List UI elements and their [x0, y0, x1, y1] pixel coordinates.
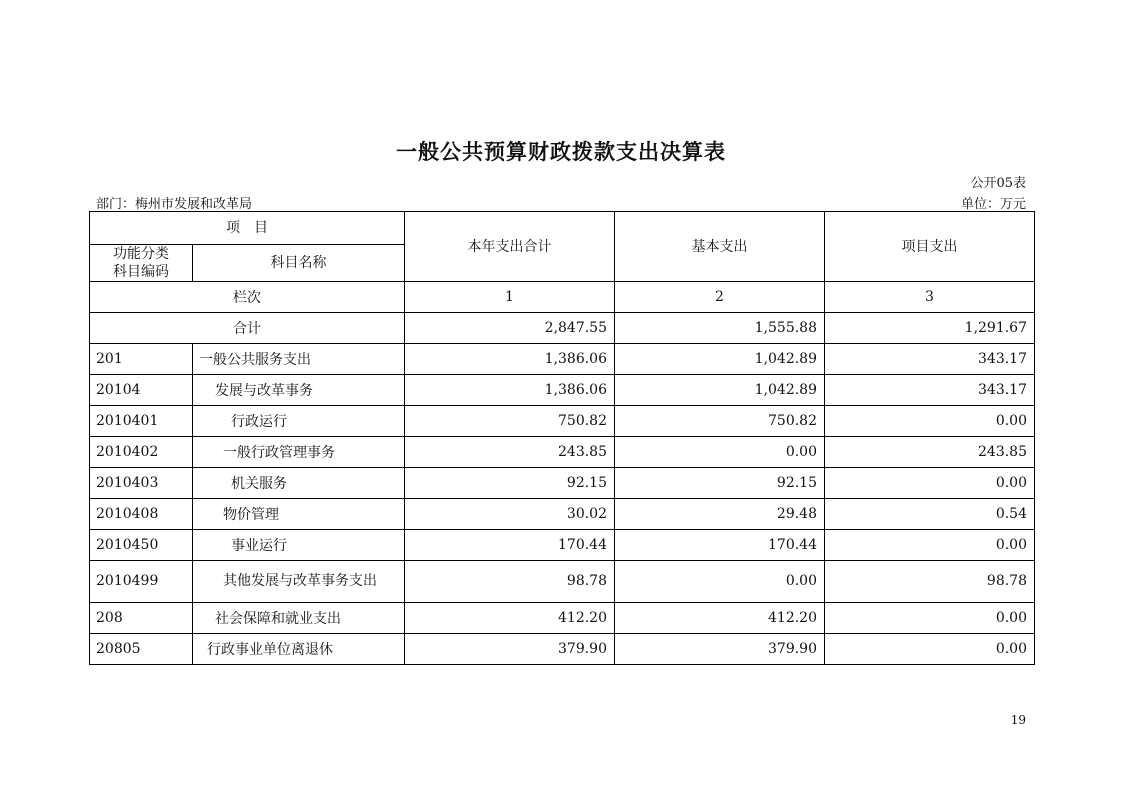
header-code: 功能分类 科目编码 — [90, 245, 193, 282]
row-cell: 0.00 — [615, 561, 825, 603]
row-name: 发展与改革事务 — [193, 375, 405, 406]
row-name: 一般公共服务支出 — [193, 344, 405, 375]
row-code: 2010401 — [90, 406, 193, 437]
row-code: 2010408 — [90, 499, 193, 530]
header-name: 科目名称 — [193, 245, 405, 282]
row-name: 行政事业单位离退休 — [193, 634, 405, 665]
row-cell: 98.78 — [825, 561, 1035, 603]
row-code: 208 — [90, 603, 193, 634]
row-cell: 379.90 — [405, 634, 615, 665]
row-name: 一般行政管理事务 — [193, 437, 405, 468]
row-cell: 1,386.06 — [405, 344, 615, 375]
column-index-label: 栏次 — [90, 282, 405, 313]
table-row — [90, 603, 1035, 634]
total-cell: 1,555.88 — [615, 313, 825, 344]
row-code: 2010450 — [90, 530, 193, 561]
row-cell: 343.17 — [825, 344, 1035, 375]
table-row — [90, 344, 1035, 375]
total-cell: 2,847.55 — [405, 313, 615, 344]
row-code: 20104 — [90, 375, 193, 406]
header-project-expenditure: 项目支出 — [825, 212, 1035, 282]
page-number: 19 — [1010, 713, 1026, 727]
row-code: 2010402 — [90, 437, 193, 468]
row-cell: 92.15 — [405, 468, 615, 499]
expenditure-table — [89, 211, 1035, 665]
column-index-row — [90, 282, 1035, 313]
total-cell: 1,291.67 — [825, 313, 1035, 344]
row-name: 行政运行 — [193, 406, 405, 437]
column-index-1: 1 — [405, 282, 615, 313]
row-name: 社会保障和就业支出 — [193, 603, 405, 634]
column-index-3: 3 — [825, 282, 1035, 313]
row-cell: 0.00 — [825, 406, 1035, 437]
row-cell: 243.85 — [405, 437, 615, 468]
table-row — [90, 406, 1035, 437]
table-row — [90, 437, 1035, 468]
column-index-2: 2 — [615, 282, 825, 313]
row-cell: 0.00 — [825, 530, 1035, 561]
header-basic-expenditure: 基本支出 — [615, 212, 825, 282]
table-row — [90, 468, 1035, 499]
row-cell: 750.82 — [405, 406, 615, 437]
row-cell: 30.02 — [405, 499, 615, 530]
table-row — [90, 634, 1035, 665]
row-cell: 243.85 — [825, 437, 1035, 468]
header-item: 项 目 — [90, 212, 405, 245]
row-cell: 0.00 — [825, 603, 1035, 634]
row-cell: 29.48 — [615, 499, 825, 530]
row-code: 2010403 — [90, 468, 193, 499]
page-title: 一般公共预算财政拨款支出决算表 — [396, 139, 726, 164]
department-label: 部门：梅州市发展和改革局 — [96, 197, 253, 212]
row-cell: 92.15 — [615, 468, 825, 499]
row-cell: 98.78 — [405, 561, 615, 603]
row-cell: 0.54 — [825, 499, 1035, 530]
total-label: 合计 — [90, 313, 405, 344]
row-cell: 750.82 — [615, 406, 825, 437]
row-name: 机关服务 — [193, 468, 405, 499]
row-cell: 0.00 — [825, 634, 1035, 665]
row-name: 其他发展与改革事务支出 — [193, 561, 405, 603]
table-row — [90, 375, 1035, 406]
row-cell: 412.20 — [615, 603, 825, 634]
row-cell: 0.00 — [825, 468, 1035, 499]
form-number: 公开05表 — [970, 176, 1026, 191]
table-row — [90, 530, 1035, 561]
row-name: 物价管理 — [193, 499, 405, 530]
header-total-expenditure: 本年支出合计 — [405, 212, 615, 282]
row-cell: 1,042.89 — [615, 375, 825, 406]
row-cell: 0.00 — [615, 437, 825, 468]
row-code: 20805 — [90, 634, 193, 665]
row-cell: 170.44 — [615, 530, 825, 561]
table-row — [90, 499, 1035, 530]
unit-label: 单位：万元 — [960, 197, 1026, 212]
total-row — [90, 313, 1035, 344]
row-cell: 170.44 — [405, 530, 615, 561]
row-cell: 1,042.89 — [615, 344, 825, 375]
row-cell: 379.90 — [615, 634, 825, 665]
row-code: 2010499 — [90, 561, 193, 603]
row-code: 201 — [90, 344, 193, 375]
row-cell: 1,386.06 — [405, 375, 615, 406]
row-cell: 343.17 — [825, 375, 1035, 406]
table-row — [90, 561, 1035, 603]
row-cell: 412.20 — [405, 603, 615, 634]
row-name: 事业运行 — [193, 530, 405, 561]
